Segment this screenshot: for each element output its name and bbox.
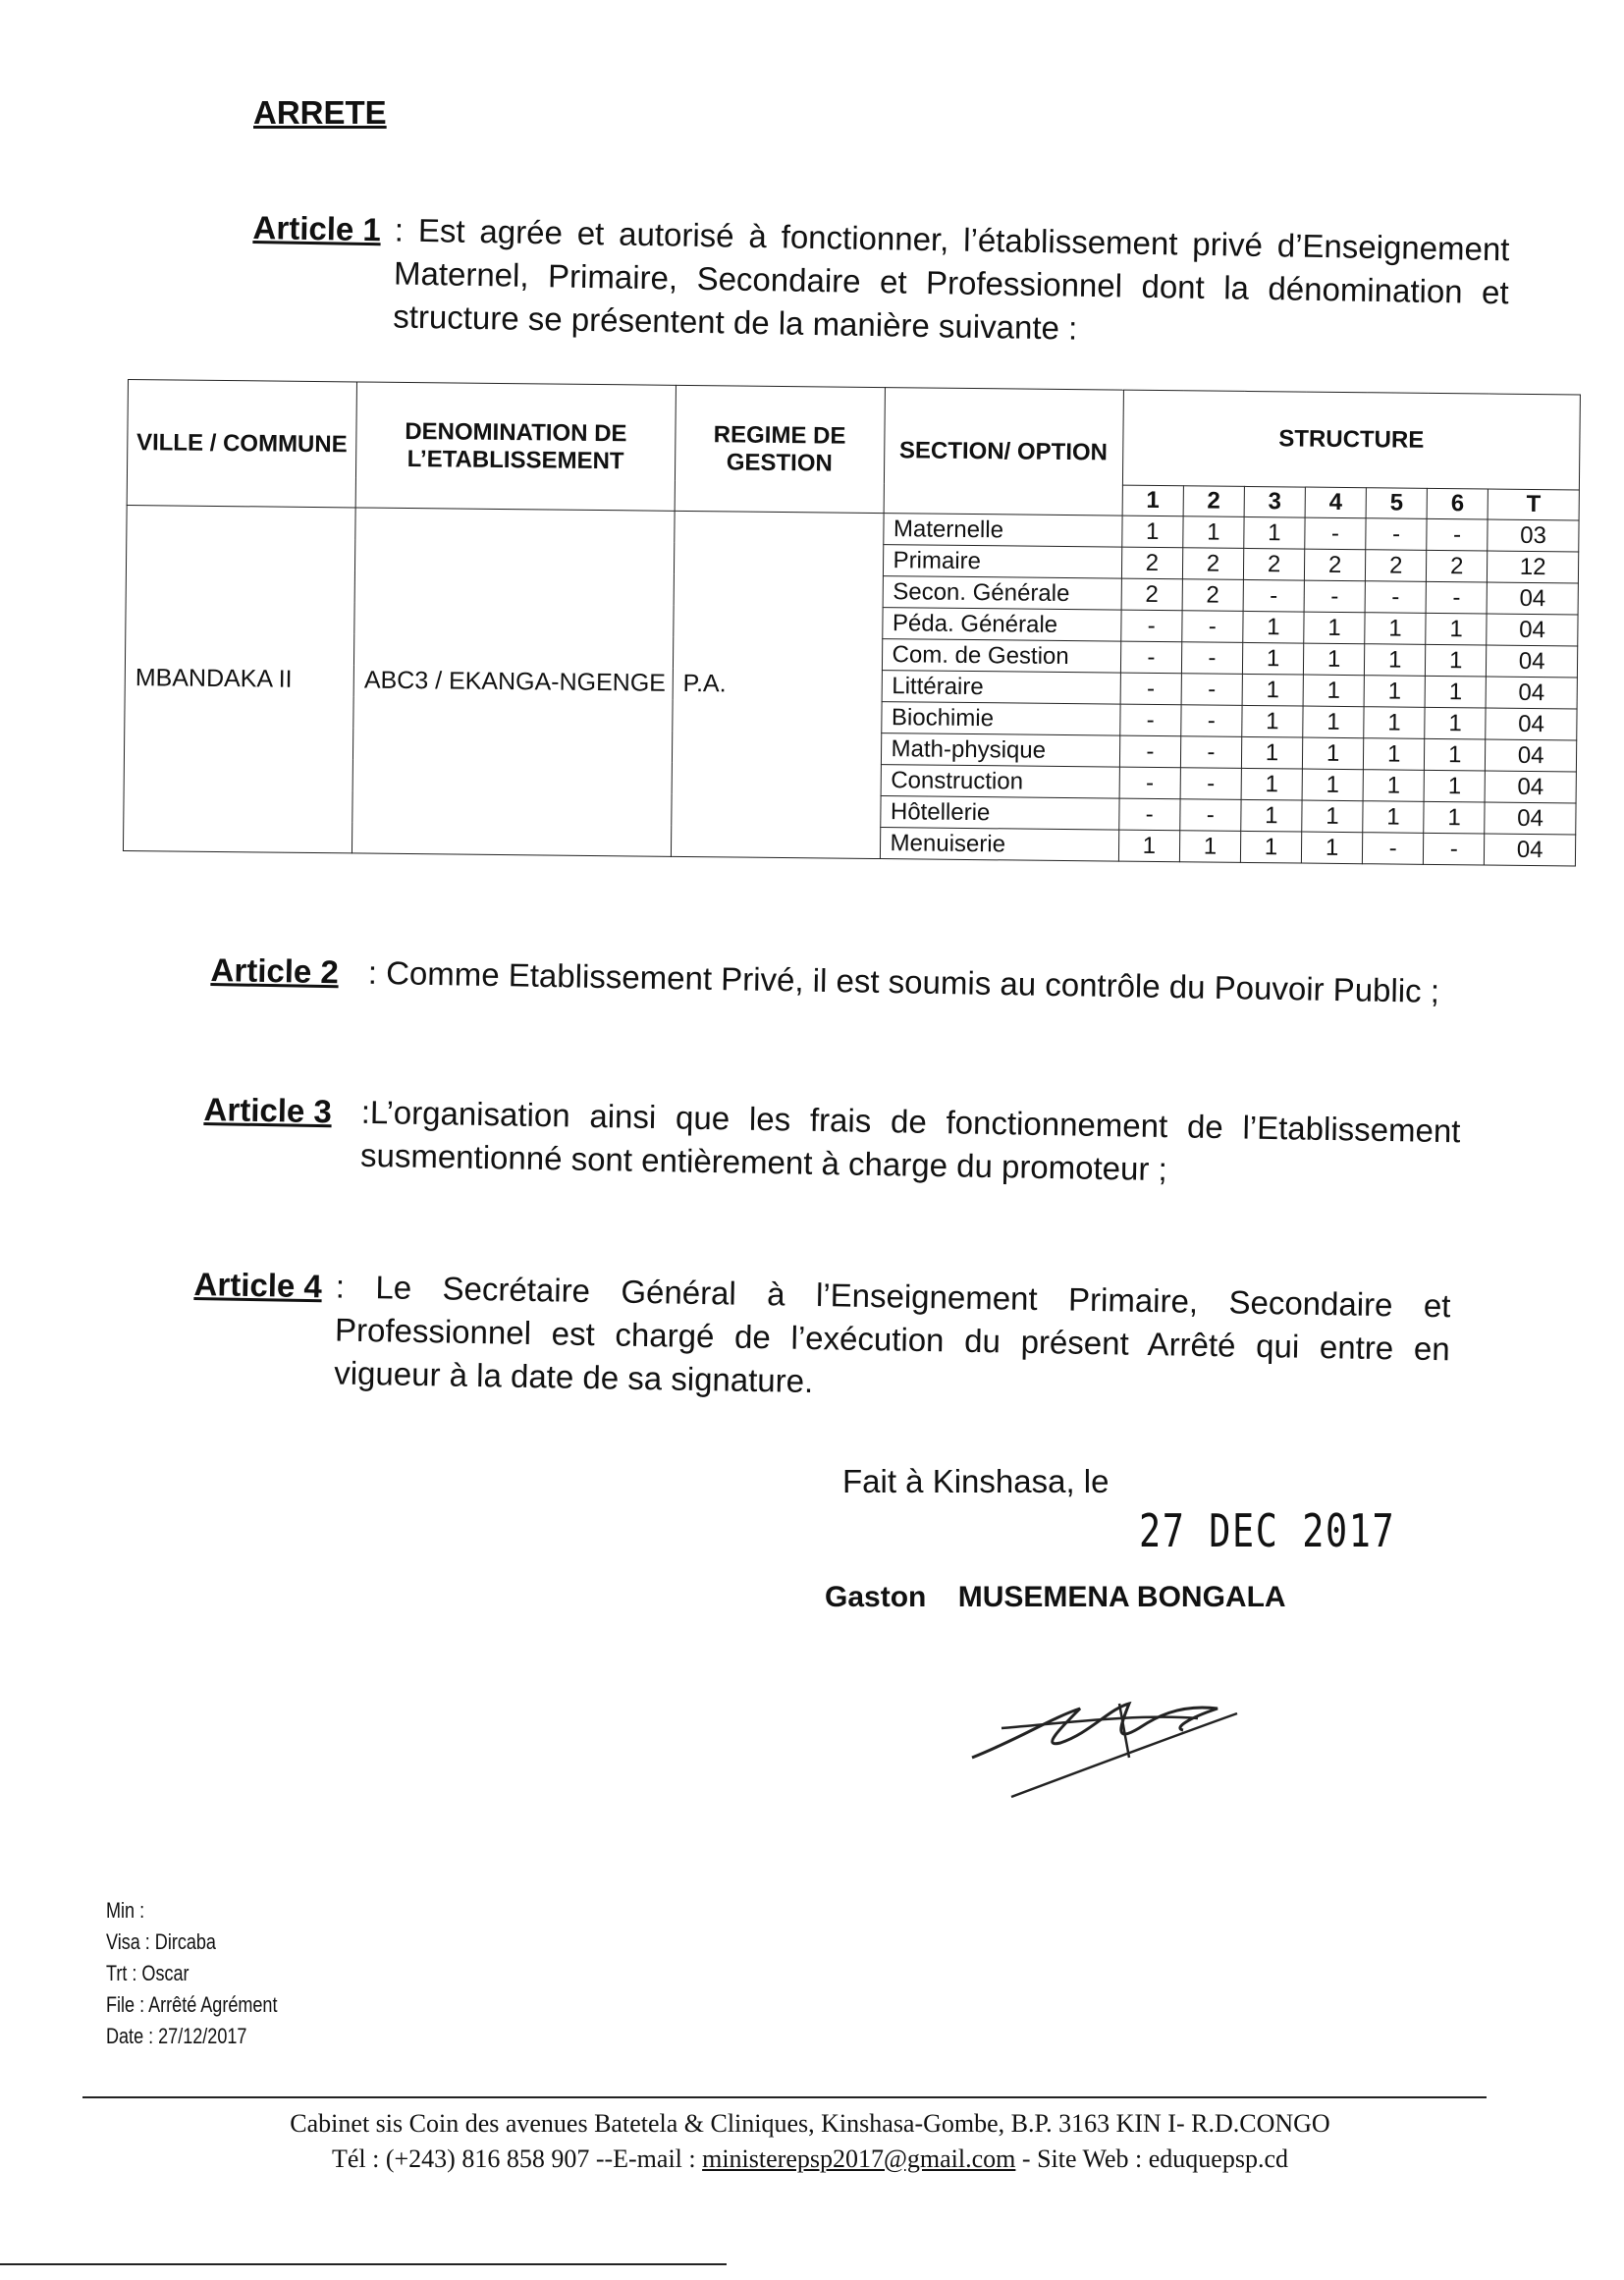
structure-cell: 1: [1240, 831, 1301, 863]
total-cell: 04: [1486, 677, 1577, 709]
meta-min: Min :: [106, 1898, 145, 1923]
structure-cell: 1: [1303, 643, 1364, 676]
option-cell: Secon. Générale: [883, 576, 1122, 611]
structure-cell: 1: [1364, 676, 1425, 708]
structure-cell: -: [1180, 736, 1241, 769]
structure-cell: -: [1363, 833, 1424, 865]
footer-line-2: [147, 2142, 1473, 2177]
structure-cell: -: [1121, 610, 1182, 642]
structure-cell: -: [1365, 581, 1426, 614]
footer-site: - Site Web : eduquepsp.cd: [1021, 2144, 1289, 2173]
structure-cell: -: [1181, 705, 1242, 737]
structure-cell: 2: [1243, 548, 1304, 580]
structure-cell: 1: [1242, 705, 1303, 737]
structure-col-header: 5: [1366, 488, 1427, 519]
meta-trt: Trt : Oscar: [106, 1961, 189, 1985]
structure-col-header: T: [1488, 489, 1579, 520]
option-cell: Littéraire: [882, 671, 1121, 705]
footer-address: [147, 2106, 1473, 2177]
structure-cell: 1: [1425, 676, 1486, 708]
structure-cell: 1: [1241, 768, 1302, 800]
total-cell: 03: [1488, 519, 1579, 552]
option-cell: Com. de Gestion: [882, 639, 1121, 674]
structure-cell: 1: [1243, 611, 1304, 643]
signature-date-stamp: 27 DEC 2017: [1139, 1504, 1396, 1557]
total-cell: 04: [1487, 645, 1578, 678]
structure-col-header: 3: [1244, 486, 1305, 517]
option-cell: Hôtellerie: [880, 796, 1119, 831]
structure-cell: 1: [1425, 707, 1486, 739]
footer-divider: [82, 2096, 1487, 2098]
article-3-label: Article 3: [203, 1090, 333, 1130]
total-cell: 04: [1485, 802, 1576, 835]
structure-cell: -: [1424, 833, 1485, 865]
total-cell: 04: [1486, 708, 1577, 740]
footer-email[interactable]: ministerepsp2017@gmail.com: [702, 2144, 1016, 2173]
structure-cell: -: [1120, 641, 1181, 674]
footer-line-1: Cabinet sis Coin des avenues Batetela & Cliniques, Kinshasa-Gombe, B.P. 3163 KIN I- R.D.CONGO: [290, 2109, 1330, 2138]
article-2: [210, 949, 1468, 1013]
structure-cell: 2: [1121, 547, 1182, 579]
structure-cell: 1: [1183, 516, 1244, 549]
structure-cell: 1: [1364, 707, 1425, 739]
structure-cell: -: [1119, 735, 1180, 768]
structure-cell: -: [1427, 518, 1488, 551]
structure-cell: 1: [1241, 799, 1302, 832]
structure-cell: -: [1180, 799, 1241, 832]
structure-cell: 1: [1425, 738, 1486, 771]
structure-cell: -: [1119, 767, 1180, 799]
footer-tel: Tél : (+243) 816 858 907 --E-mail :: [331, 2144, 696, 2173]
structure-cell: -: [1304, 580, 1365, 613]
total-cell: 04: [1486, 739, 1577, 772]
header-denomination: DENOMINATION DE L’ETABLISSEMENT: [355, 382, 676, 511]
structure-cell: -: [1182, 611, 1243, 643]
structure-cell: 1: [1244, 516, 1305, 549]
structure-cell: 1: [1242, 642, 1303, 675]
document-title: ARRETE: [253, 94, 387, 131]
structure-cell: 1: [1426, 644, 1487, 677]
structure-cell: -: [1180, 768, 1241, 800]
structure-cell: -: [1181, 674, 1242, 706]
total-cell: 04: [1485, 834, 1576, 866]
structure-cell: 2: [1304, 549, 1365, 581]
handwritten-signature: [943, 1669, 1394, 1831]
structure-cell: 1: [1363, 801, 1424, 834]
signature-place: Fait à Kinshasa, le: [842, 1463, 1110, 1499]
structure-col-header: 6: [1427, 488, 1488, 519]
option-cell: Construction: [881, 765, 1120, 799]
structure-cell: 1: [1365, 644, 1426, 677]
article-2-label: Article 2: [210, 950, 340, 991]
structure-cell: 1: [1302, 737, 1363, 770]
meta-file: File : Arrêté Agrément: [106, 1992, 278, 2017]
header-structure: STRUCTURE: [1122, 390, 1580, 490]
structure-cell: 1: [1241, 736, 1302, 769]
structure-cell: 2: [1121, 578, 1182, 611]
option-cell: Maternelle: [883, 514, 1122, 548]
article-1-label: Article 1: [252, 208, 382, 248]
article-3-text: :L’organisation ainsi que les frais de fonctionnement de l’Etablissement susmentionné sont entièrement à charge du promoteur ;: [359, 1093, 1461, 1188]
total-cell: 12: [1488, 551, 1579, 583]
structure-cell: 2: [1182, 579, 1243, 612]
structure-cell: 1: [1426, 613, 1487, 645]
structure-cell: -: [1426, 581, 1487, 614]
total-cell: 04: [1485, 771, 1576, 803]
structure-cell: 1: [1424, 770, 1485, 802]
structure-table-wrap: [123, 379, 1581, 866]
article-3: [202, 1088, 1460, 1196]
structure-cell: 1: [1364, 738, 1425, 771]
structure-cell: 1: [1303, 706, 1364, 738]
denomination-cell: ABC3 / EKANGA-NGENGE: [352, 508, 675, 856]
signatory-last-name: MUSEMENA BONGALA: [957, 1581, 1286, 1613]
article-2-text: : Comme Etablissement Privé, il est soumis au contrôle du Pouvoir Public ;: [367, 953, 1440, 1009]
structure-cell: 1: [1122, 516, 1183, 548]
structure-col-header: 2: [1183, 486, 1244, 517]
structure-col-header: 4: [1305, 487, 1366, 518]
structure-cell: 1: [1303, 675, 1364, 707]
bottom-divider: [0, 2263, 727, 2265]
structure-cell: 2: [1366, 550, 1427, 582]
structure-cell: -: [1366, 518, 1427, 551]
structure-cell: -: [1120, 704, 1181, 736]
structure-cell: 1: [1365, 613, 1426, 645]
header-section: SECTION/ OPTION: [884, 388, 1124, 516]
structure-cell: -: [1305, 517, 1366, 550]
article-4-label: Article 4: [193, 1265, 323, 1305]
option-cell: Primaire: [883, 545, 1122, 579]
article-4: [192, 1263, 1451, 1414]
meta-visa: Visa : Dircaba: [106, 1929, 216, 1954]
structure-cell: -: [1243, 579, 1304, 612]
document-meta: [106, 1895, 315, 2052]
signatory-name: [825, 1581, 1286, 1614]
structure-cell: 1: [1363, 770, 1424, 802]
structure-cell: -: [1181, 642, 1242, 675]
structure-cell: 1: [1424, 801, 1485, 834]
regime-cell: P.A.: [671, 511, 883, 858]
total-cell: 04: [1487, 582, 1578, 615]
structure-cell: 2: [1427, 550, 1488, 582]
structure-cell: 1: [1118, 830, 1179, 862]
option-cell: Math-physique: [881, 733, 1120, 768]
structure-cell: 2: [1182, 548, 1243, 580]
structure-col-header: 1: [1122, 485, 1183, 516]
structure-cell: 1: [1302, 769, 1363, 801]
structure-cell: 1: [1179, 831, 1240, 863]
structure-cell: 1: [1242, 674, 1303, 706]
structure-cell: 1: [1301, 832, 1362, 864]
header-ville: VILLE / COMMUNE: [127, 380, 356, 508]
article-1: [251, 206, 1510, 357]
option-cell: Péda. Générale: [882, 608, 1121, 642]
option-cell: Biochimie: [881, 702, 1120, 736]
structure-cell: 1: [1302, 800, 1363, 833]
signatory-first-name: Gaston: [825, 1581, 927, 1613]
option-cell: Menuiserie: [880, 828, 1119, 862]
structure-cell: -: [1119, 798, 1180, 831]
structure-cell: 1: [1304, 612, 1365, 644]
meta-date: Date : 27/12/2017: [106, 2024, 247, 2048]
article-1-text: : Est agrée et autorisé à fonctionner, l’établissement privé d’Enseignement Maternel, Primaire, Secondaire et Professionnel dont la dénomination et structure se présentent de la manière suivante :: [392, 211, 1510, 347]
header-regime: REGIME DE GESTION: [675, 385, 885, 513]
structure-cell: -: [1120, 673, 1181, 705]
ville-cell: MBANDAKA II: [123, 505, 355, 852]
article-4-text: : Le Secrétaire Général à l’Enseignement Primaire, Secondaire et Professionnel est chargé de l’exécution du présent Arrêté qui entre en vigueur à la date de sa signature.: [333, 1268, 1451, 1400]
total-cell: 04: [1487, 614, 1578, 646]
structure-table: [123, 379, 1581, 866]
